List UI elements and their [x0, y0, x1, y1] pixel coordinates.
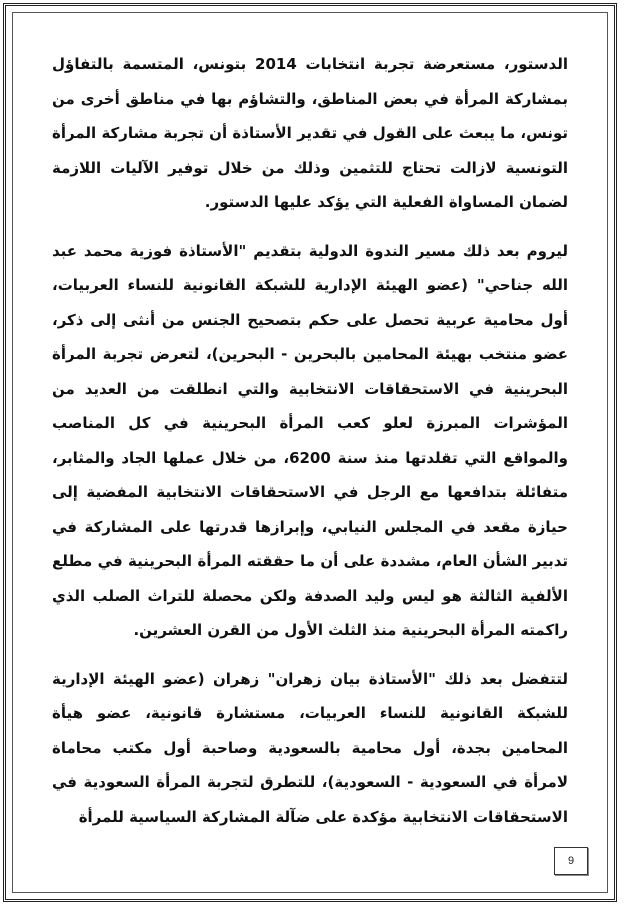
paragraph-1: الدستور، مستعرضة تجربة انتخابات 2014 بتونس، المتسمة بالتفاؤل بمشاركة المرأة في بعض المناطق، والتشاؤم بها في مناطق أخرى من تونس، ما يبعث على القول في تقدير الأستاذة أن تجربة مشاركة المرأة التونسية لازالت تحتاج للتثمين وذلك من خلال توفير الآليات اللازمة لضمان المساواة الفعلية التي يؤكد عليها الدستور. [52, 55, 568, 211]
document-body [52, 47, 568, 848]
page-number: 9 [554, 847, 588, 875]
paragraph-3: لتتفضل بعد ذلك "الأستاذة بيان زهران" زهران (عضو الهيئة الإدارية للشبكة القانونية للنساء العربيات، مستشارة قانونية، عضو هيأة المحامين بجدة، أول محامية بالسعودية وصاحبة أول مكتب محاماة لامرأة في السعودية - السعودية)، للتطرق لتجربة المرأة السعودية في الاستحقاقات الانتخابية مؤكدة على ضآلة المشاركة السياسية للمرأة [52, 669, 568, 826]
page-frame [3, 3, 617, 902]
paragraph-2: ليروم بعد ذلك مسير الندوة الدولية بتقديم "الأستاذة فوزية محمد عبد الله جناحي" (عضو الهيئة الإدارية للشبكة القانونية للنساء العربيات، أول محامية عربية تحصل على حكم بتصحيح الجنس من أنثى إلى ذكر، عضو منتخب بهيئة المحامين بالبحرين - البحرين)، لتعرض تجربة المرأة البحرينية في الاستحقاقات الانتخابية والتي انطلقت من العديد من المؤشرات المبرزة لعلو كعب المرأة البحرينية في كل المناصب والمواقع التي تقلدتها منذ سنة 6200، من خلال عملها الجاد والمثابر، متفائلة بتدافعها مع الرجل في الاستحقاقات الانتخابية المفضية إلى حيازة مقعد في المجلس النيابي، وإبرازها قدرتها على المشاركة في تدبير الشأن العام، مشددة على أن ما حققته المرأة البحرينية في مطلع الألفية الثالثة هو ليس وليد الصدفة ولكن محصلة للتراث الصلب الذي راكمته المرأة البحرينية منذ الثلث الأول من القرن العشرين. [52, 241, 568, 639]
